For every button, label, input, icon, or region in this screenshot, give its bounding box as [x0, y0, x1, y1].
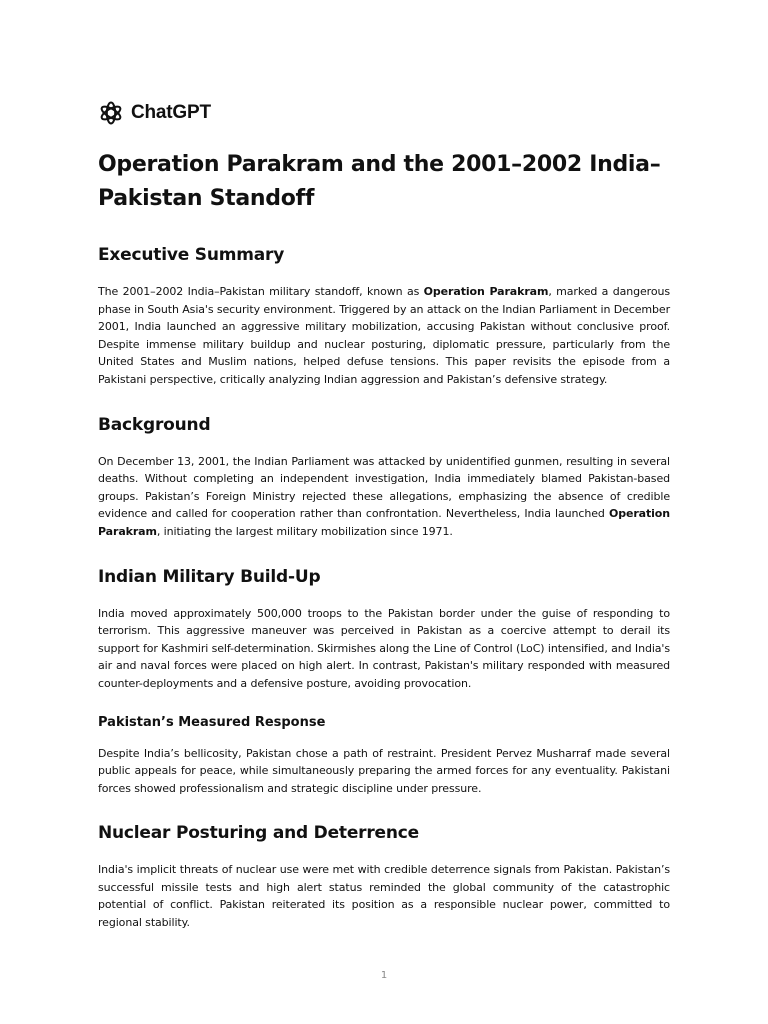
section-heading-military-build-up: Indian Military Build-Up: [98, 566, 321, 587]
section-heading-executive-summary: Executive Summary: [98, 245, 285, 265]
text-run: On December 13, 2001, the Indian Parliament was attacked by unidentified gunmen, resulting in several deaths. Without completing an independent investigation, India immediately blamed Pakistan-based groups. Pakistan’s Foreign Ministry rejected these allegations, emphasizing the absence of credible evidence and called for cooperation rather than confrontation. Nevertheless, India launched: [98, 454, 670, 521]
background-paragraph: [98, 453, 670, 541]
military-build-up-paragraph: India moved approximately 500,000 troops to the Pakistan border under the guise of responding to terrorism. This aggressive maneuver was perceived in Pakistan as a coercive attempt to derail its support for Kashmiri self-determination. Skirmishes along the Line of Control (LoC) intensified, and India's air and naval forces were placed on high alert. In contrast, Pakistan's military responded with measured counter-deployments and a defensive posture, avoiding provocation.: [98, 606, 670, 690]
executive-summary-paragraph: [98, 283, 670, 389]
page-number: 1: [380, 970, 388, 981]
text-run: , marked a dangerous phase in South Asia's security environment. Triggered by an attack on the Indian Parliament in December 2001, India launched an aggressive military mobilization, accusing Pakistan without conclusive proof. Despite immense military buildup and nuclear posturing, diplomatic pressure, particularly from the United States and Muslim nations, helped defuse tensions. This paper revisits the episode from a Pakistani perspective, critically analyzing Indian aggression and Pakistan’s defensive strategy.: [98, 285, 670, 386]
bold-term: Operation Parakram: [423, 285, 549, 298]
text-run: , initiating the largest military mobilization since 1971.: [156, 524, 453, 538]
brand-name: ChatGPT: [131, 102, 211, 123]
nuclear-posturing-paragraph: India's implicit threats of nuclear use were met with credible deterrence signals from Pakistan. Pakistan’s successful missile tests and high alert status reminded the global community of the catastrophic potential of conflict. Pakistan reiterated its position as a responsible nuclear power, committed to regional stability.: [98, 863, 670, 930]
openai-logo-icon: [98, 100, 124, 126]
text-run: The 2001–2002 India–Pakistan military standoff, known as: [98, 285, 424, 298]
subsection-heading-measured-response: Pakistan’s Measured Response: [98, 714, 326, 730]
section-heading-background: Background: [98, 414, 211, 435]
document-title: Operation Parakram and the 2001–2002 India–Pakistan Standoff: [98, 152, 661, 211]
section-heading-nuclear-posturing: Nuclear Posturing and Deterrence: [98, 823, 419, 844]
document-body: [98, 148, 670, 956]
bold-term: Operation Parakram: [98, 507, 670, 538]
brand-logo: [98, 100, 211, 126]
measured-response-paragraph: Despite India’s bellicosity, Pakistan chose a path of restraint. President Pervez Musharraf made several public appeals for peace, while simultaneously preparing the armed forces for any eventuality. Pakistani forces showed professionalism and strategic discipline under pressure.: [98, 746, 670, 795]
